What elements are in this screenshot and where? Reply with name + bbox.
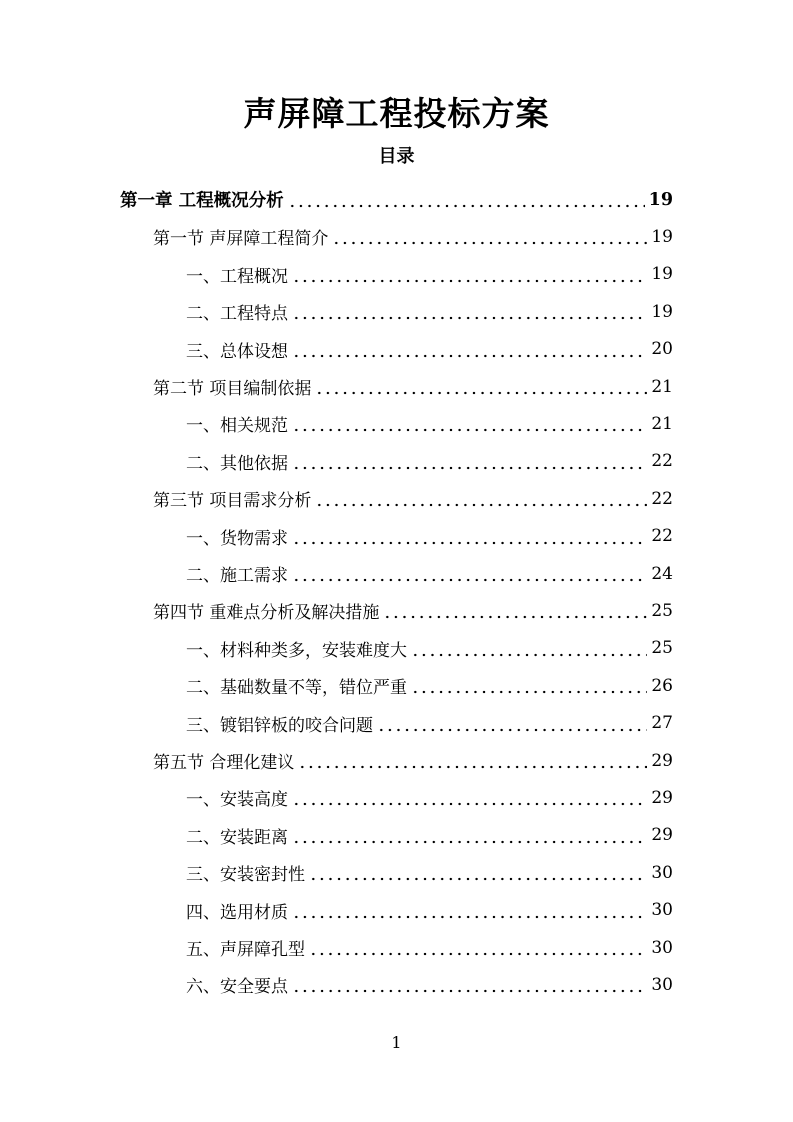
toc-entry-page: 19 bbox=[651, 301, 673, 322]
toc-entry-page: 22 bbox=[651, 526, 673, 547]
toc-entry-page: 25 bbox=[651, 638, 673, 659]
toc-entry[interactable] bbox=[120, 181, 673, 218]
toc-entry[interactable] bbox=[153, 592, 673, 629]
toc-dot-leader bbox=[292, 555, 647, 592]
toc-entry[interactable] bbox=[186, 555, 673, 592]
toc-entry[interactable] bbox=[186, 779, 673, 816]
toc-dot-leader bbox=[292, 779, 647, 816]
toc-entry[interactable] bbox=[153, 218, 673, 255]
toc-entry-page: 26 bbox=[651, 675, 673, 696]
toc-entry-title: 三、安装密封性 bbox=[186, 865, 305, 886]
toc-entry[interactable] bbox=[153, 480, 673, 517]
toc-entry-page: 24 bbox=[651, 563, 673, 584]
toc-entry-page: 20 bbox=[651, 339, 673, 360]
toc-dot-leader bbox=[288, 181, 645, 218]
toc-dot-leader bbox=[292, 405, 647, 442]
toc-entry-page: 30 bbox=[651, 937, 673, 958]
toc-entry-title: 第一节 声屏障工程简介 bbox=[153, 229, 329, 250]
toc-dot-leader bbox=[383, 592, 647, 629]
toc-entry-title: 三、总体设想 bbox=[186, 341, 288, 362]
toc-dot-leader bbox=[377, 705, 647, 742]
toc-entry-title: 第二节 项目编制依据 bbox=[153, 379, 312, 399]
toc-entry-title: 第五节 合理化建议 bbox=[153, 753, 295, 773]
document-title: 声屏障工程投标方案 bbox=[243, 94, 550, 133]
toc-entry-title: 二、安装距离 bbox=[186, 827, 288, 848]
toc-dot-leader bbox=[292, 331, 647, 368]
toc-entry-title: 六、安全要点 bbox=[186, 977, 288, 998]
toc-entry-title: 四、选用材质 bbox=[186, 902, 288, 923]
toc-dot-leader bbox=[292, 892, 647, 929]
toc-entry-page: 29 bbox=[651, 787, 673, 808]
toc-entry-title: 第三节 项目需求分析 bbox=[153, 491, 312, 512]
toc-dot-leader bbox=[298, 742, 647, 779]
toc-dot-leader bbox=[292, 256, 647, 293]
page-number: 1 bbox=[391, 1033, 402, 1052]
toc-entry-page: 29 bbox=[651, 825, 673, 846]
toc-entry[interactable] bbox=[186, 518, 673, 555]
toc-entry-page: 27 bbox=[651, 713, 673, 734]
toc-entry-page: 25 bbox=[651, 600, 673, 621]
toc-dot-leader bbox=[315, 480, 647, 517]
toc-entry-title: 三、镀铝锌板的咬合问题 bbox=[186, 715, 373, 736]
toc-entry[interactable] bbox=[186, 443, 673, 480]
toc-entry[interactable] bbox=[186, 667, 673, 704]
toc-entry-title: 一、安装高度 bbox=[186, 790, 288, 811]
toc-entry-page: 19 bbox=[651, 226, 673, 247]
toc-entry-page: 19 bbox=[651, 264, 673, 285]
toc-dot-leader bbox=[292, 518, 647, 555]
toc-entry[interactable] bbox=[186, 256, 673, 293]
toc-entry-title: 二、其他依据 bbox=[186, 453, 288, 474]
toc-entry-title: 一、相关规范 bbox=[186, 416, 288, 437]
toc-entry[interactable] bbox=[186, 929, 673, 966]
toc-entry[interactable] bbox=[186, 892, 673, 929]
toc-heading: 目录 bbox=[378, 146, 415, 167]
toc-entry-title: 第一章 工程概况分析 bbox=[120, 191, 284, 211]
toc-dot-leader bbox=[411, 667, 647, 704]
toc-entry-page: 30 bbox=[651, 974, 673, 995]
toc-entry[interactable] bbox=[186, 966, 673, 1003]
toc-entry-title: 二、工程特点 bbox=[186, 304, 288, 325]
toc-entry-page: 22 bbox=[651, 451, 673, 472]
toc-dot-leader bbox=[292, 443, 647, 480]
toc-entry[interactable] bbox=[186, 817, 673, 854]
toc-entry-page: 19 bbox=[648, 189, 673, 210]
toc-entry-page: 29 bbox=[651, 750, 673, 771]
toc-entry[interactable] bbox=[186, 331, 673, 368]
toc-entry-page: 21 bbox=[651, 376, 673, 397]
toc-entry[interactable] bbox=[186, 854, 673, 891]
toc-entry-page: 22 bbox=[651, 488, 673, 509]
toc-entry-title: 一、货物需求 bbox=[186, 528, 288, 549]
toc-entry-page: 30 bbox=[651, 900, 673, 921]
toc-dot-leader bbox=[315, 368, 647, 405]
toc-entry[interactable] bbox=[186, 630, 673, 667]
toc-entry[interactable] bbox=[153, 368, 673, 405]
toc-dot-leader bbox=[411, 630, 647, 667]
toc-entry-title: 第四节 重难点分析及解决措施 bbox=[153, 603, 380, 624]
toc-entry[interactable] bbox=[186, 705, 673, 742]
toc-entry-title: 二、施工需求 bbox=[186, 566, 288, 586]
toc-dot-leader bbox=[292, 966, 647, 1003]
toc-dot-leader bbox=[292, 293, 647, 330]
toc-entry-title: 一、工程概况 bbox=[186, 266, 288, 287]
toc-entry-title: 一、材料种类多，安装难度大 bbox=[186, 640, 407, 661]
toc-entry-title: 五、声屏障孔型 bbox=[186, 940, 305, 960]
toc-entry-title: 二、基础数量不等，错位严重 bbox=[186, 678, 407, 699]
toc-entry-page: 30 bbox=[651, 862, 673, 883]
toc-dot-leader bbox=[332, 218, 647, 255]
toc-entry[interactable] bbox=[186, 405, 673, 442]
toc-dot-leader bbox=[309, 854, 647, 891]
toc-dot-leader bbox=[309, 929, 647, 966]
toc-entry[interactable] bbox=[153, 742, 673, 779]
toc-dot-leader bbox=[292, 817, 647, 854]
toc-entry[interactable] bbox=[186, 293, 673, 330]
toc-entry-page: 21 bbox=[651, 413, 673, 434]
